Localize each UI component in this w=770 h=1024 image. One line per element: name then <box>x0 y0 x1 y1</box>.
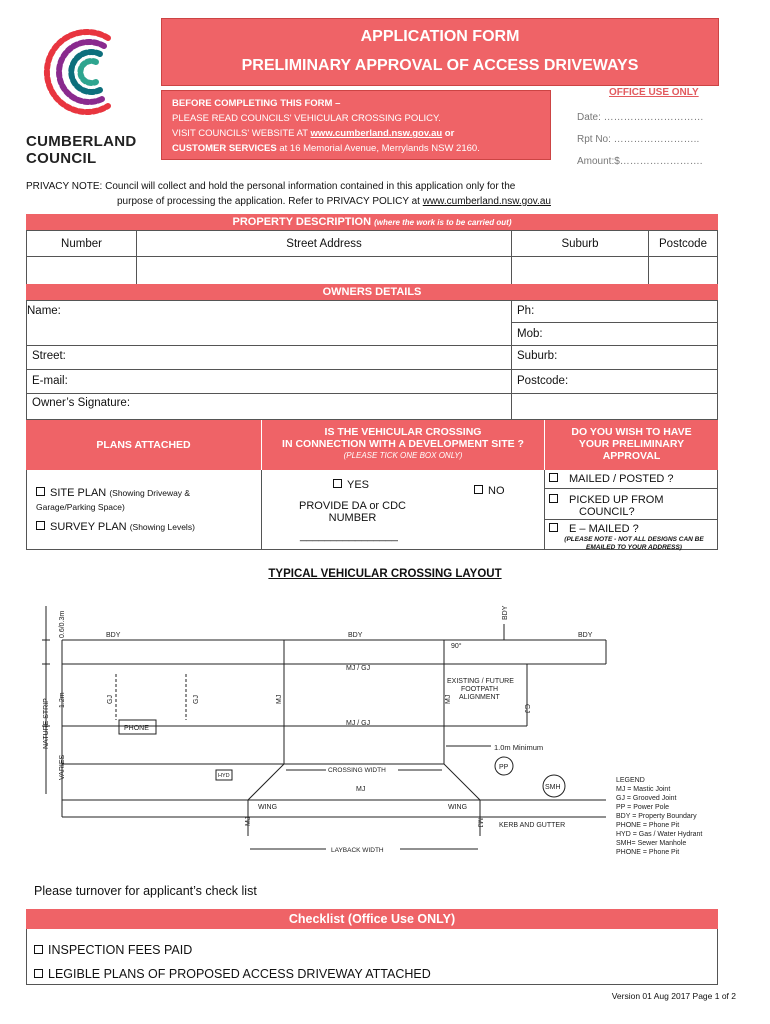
legend-item: GJ = Grooved Joint <box>616 795 677 802</box>
no-checkbox[interactable] <box>474 485 483 494</box>
mj-label-v3: MJ <box>245 816 252 826</box>
page-footer: Version 01 Aug 2017 Page 1 of 2 <box>611 991 736 1001</box>
property-heading: PROPERTY DESCRIPTION <box>232 216 372 228</box>
checklist-item-plans[interactable]: LEGIBLE PLANS OF PROPOSED ACCESS DRIVEWAY ATTACHED <box>34 967 431 981</box>
property-heading-note: (where the work is to be carried out) <box>374 218 512 227</box>
fees-checkbox[interactable] <box>34 945 43 954</box>
legend-item: PHONE = Phone Pit <box>616 849 680 856</box>
legend-item: PP = Power Pole <box>616 804 669 811</box>
angle-label: 90° <box>451 643 462 650</box>
approval-heading-cell <box>544 420 718 470</box>
notice-box <box>161 90 551 160</box>
yes-option[interactable]: YES <box>333 479 369 491</box>
office-use-heading: OFFICE USE ONLY <box>609 87 699 98</box>
plans-heading: PLANS ATTACHED <box>96 439 191 451</box>
owner-signature-field[interactable]: Owner’s Signature: <box>32 397 131 409</box>
nature-strip-label: NATURE STRIP <box>43 698 50 749</box>
wing-label-left: WING <box>258 804 278 811</box>
mj-label: MJ <box>356 786 366 793</box>
email-note: (PLEASE NOTE - NOT ALL DESIGNS CAN BE EMAILED TO YOUR ADDRESS) <box>564 536 704 551</box>
plans-heading-cell <box>26 420 261 470</box>
site-plan-checkbox[interactable] <box>36 487 45 496</box>
existing-label-3: ALIGNMENT <box>459 694 500 701</box>
logo-text-line1: CUMBERLAND <box>26 133 137 150</box>
office-use-date[interactable]: Date: ………………………… <box>577 112 704 123</box>
logo-text-line2: COUNCIL <box>26 150 97 167</box>
site-plan-option[interactable]: SITE PLAN (Showing Driveway & <box>36 487 190 499</box>
legend-item: HYD = Gas / Water Hydrant <box>616 831 703 838</box>
legend-item: PHONE = Phone Pit <box>616 822 680 829</box>
existing-label-2: FOOTPATH <box>461 686 499 693</box>
picked-up-option[interactable]: PICKED UP FROM COUNCIL? <box>549 494 664 518</box>
legend-item: MJ = Mastic Joint <box>616 786 671 793</box>
varies-label: VARIES <box>59 754 66 780</box>
approval-heading-3: APPROVAL <box>602 450 661 462</box>
crossing-heading-2: IN CONNECTION WITH A DEVELOPMENT SITE ? <box>282 438 524 450</box>
col-suburb: Suburb <box>512 231 649 257</box>
owner-email-field[interactable]: E-mail: <box>32 375 68 387</box>
col-postcode: Postcode <box>649 231 718 257</box>
owner-name-field[interactable]: Name: <box>27 305 61 317</box>
notice-heading: BEFORE COMPLETING THIS FORM – <box>172 98 341 109</box>
suburb-field[interactable] <box>512 257 649 285</box>
owner-phone-field[interactable]: Ph: <box>517 305 535 317</box>
postcode-field[interactable] <box>649 257 718 285</box>
office-use-amount[interactable]: Amount:$……………………. <box>577 156 703 167</box>
number-field[interactable] <box>27 257 137 285</box>
approval-heading-1: DO YOU WISH TO HAVE <box>571 426 692 438</box>
notice-line3: CUSTOMER SERVICES at 16 Memorial Avenue, Merrylands NSW 2160. <box>172 143 480 154</box>
existing-label-1: EXISTING / FUTURE <box>447 678 514 685</box>
checklist-heading: Checklist (Office Use ONLY) <box>288 912 456 926</box>
bdy-label-right: BDY <box>578 632 593 639</box>
survey-plan-checkbox[interactable] <box>36 521 45 530</box>
plans-checkbox[interactable] <box>34 969 43 978</box>
layback-width-label: LAYBACK WIDTH <box>331 847 384 854</box>
notice-line2: VISIT COUNCILS' WEBSITE AT www.cumberland.nsw.gov.au or <box>172 128 455 139</box>
gj-label-2: GJ <box>193 695 200 704</box>
provide-da-label: PROVIDE DA or CDC NUMBER <box>299 500 406 524</box>
diagram-title: TYPICAL VEHICULAR CROSSING LAYOUT <box>268 568 502 580</box>
privacy-line2: purpose of processing the application. Refer to PRIVACY POLICY at www.cumberland.nsw.gov.au <box>117 196 551 207</box>
mjgj-label-bottom: MJ / GJ <box>346 720 371 727</box>
site-plan-note-2: Garage/Parking Space) <box>36 502 125 512</box>
title-banner <box>161 18 719 86</box>
crossing-note: (PLEASE TICK ONE BOX ONLY) <box>343 451 463 460</box>
picked-up-checkbox[interactable] <box>549 494 558 503</box>
legend-item: SMH= Sewer Manhole <box>616 840 687 847</box>
owner-mobile-field[interactable]: Mob: <box>517 328 543 340</box>
crossing-heading-1: IS THE VEHICULAR CROSSING <box>324 426 482 438</box>
checklist-heading-bar <box>26 909 718 929</box>
survey-plan-option[interactable]: SURVEY PLAN (Showing Levels) <box>36 521 195 533</box>
logo-icon <box>26 18 146 126</box>
mailed-option[interactable]: MAILED / POSTED ? <box>549 473 674 485</box>
mailed-checkbox[interactable] <box>549 473 558 482</box>
yes-checkbox[interactable] <box>333 479 342 488</box>
property-table <box>26 230 718 285</box>
gj-label-3: GJ <box>523 704 530 713</box>
col-street: Street Address <box>137 231 512 257</box>
owner-suburb-field[interactable]: Suburb: <box>517 350 558 362</box>
mj-label-v1: MJ <box>276 694 283 704</box>
bdy-vertical-label: BDY <box>502 605 509 620</box>
emailed-checkbox[interactable] <box>549 523 558 532</box>
dim-top-label: 0.6/0.3m <box>59 610 66 638</box>
property-heading-bar <box>26 214 718 230</box>
owner-postcode-field[interactable]: Postcode: <box>517 375 569 387</box>
bdy-label-left: BDY <box>106 632 121 639</box>
legend-item: BDY = Property Boundary <box>616 813 697 820</box>
da-number-field[interactable]: ________________ <box>300 530 398 542</box>
notice-line1: PLEASE READ COUNCILS' VEHICULAR CROSSING POLICY. <box>172 113 441 124</box>
office-use-rpt[interactable]: Rpt No: …………………….. <box>577 134 700 145</box>
owner-street-field[interactable]: Street: <box>32 350 66 362</box>
privacy-line1: PRIVACY NOTE: Council will collect and hold the personal information contained in this application only for the <box>26 181 516 192</box>
col-number: Number <box>27 231 137 257</box>
form-title: APPLICATION FORM <box>360 28 520 45</box>
owners-heading-bar <box>26 284 718 300</box>
hyd-label: HYD <box>218 773 230 779</box>
no-option[interactable]: NO <box>474 485 505 497</box>
owners-heading: OWNERS DETAILS <box>322 286 422 298</box>
form-subtitle: PRELIMINARY APPROVAL OF ACCESS DRIVEWAYS <box>241 57 639 74</box>
turnover-note: Please turnover for applicant’s check list <box>34 884 257 898</box>
kerb-label: KERB AND GUTTER <box>499 822 566 829</box>
mj-label-v2: MJ <box>445 694 452 704</box>
crossing-heading-cell <box>261 420 544 470</box>
pp-label: PP <box>499 764 509 771</box>
mj-label-v4: MJ <box>476 818 483 828</box>
gj-label-1: GJ <box>107 695 114 704</box>
council-website-link[interactable]: www.cumberland.nsw.gov.au <box>310 128 443 139</box>
checklist-item-fees[interactable]: INSPECTION FEES PAID <box>34 943 192 957</box>
council-logo <box>26 18 146 168</box>
mjgj-label-top: MJ / GJ <box>346 665 371 672</box>
street-address-field[interactable] <box>137 257 512 285</box>
legend-title: LEGEND <box>616 777 645 784</box>
crossing-layout-diagram <box>26 584 726 874</box>
phone-label: PHONE <box>124 725 149 732</box>
crossing-width-label: CROSSING WIDTH <box>328 767 386 774</box>
smh-label: SMH <box>545 784 561 791</box>
privacy-policy-link[interactable]: www.cumberland.nsw.gov.au <box>422 196 551 207</box>
emailed-option[interactable]: E – MAILED ? <box>549 523 639 535</box>
wing-label-right: WING <box>448 804 468 811</box>
min-label: 1.0m Minimum <box>494 743 544 752</box>
bdy-label-mid: BDY <box>348 632 363 639</box>
approval-heading-2: YOUR PRELIMINARY <box>578 438 685 450</box>
dim-mid-label: 1.2m <box>59 692 66 708</box>
